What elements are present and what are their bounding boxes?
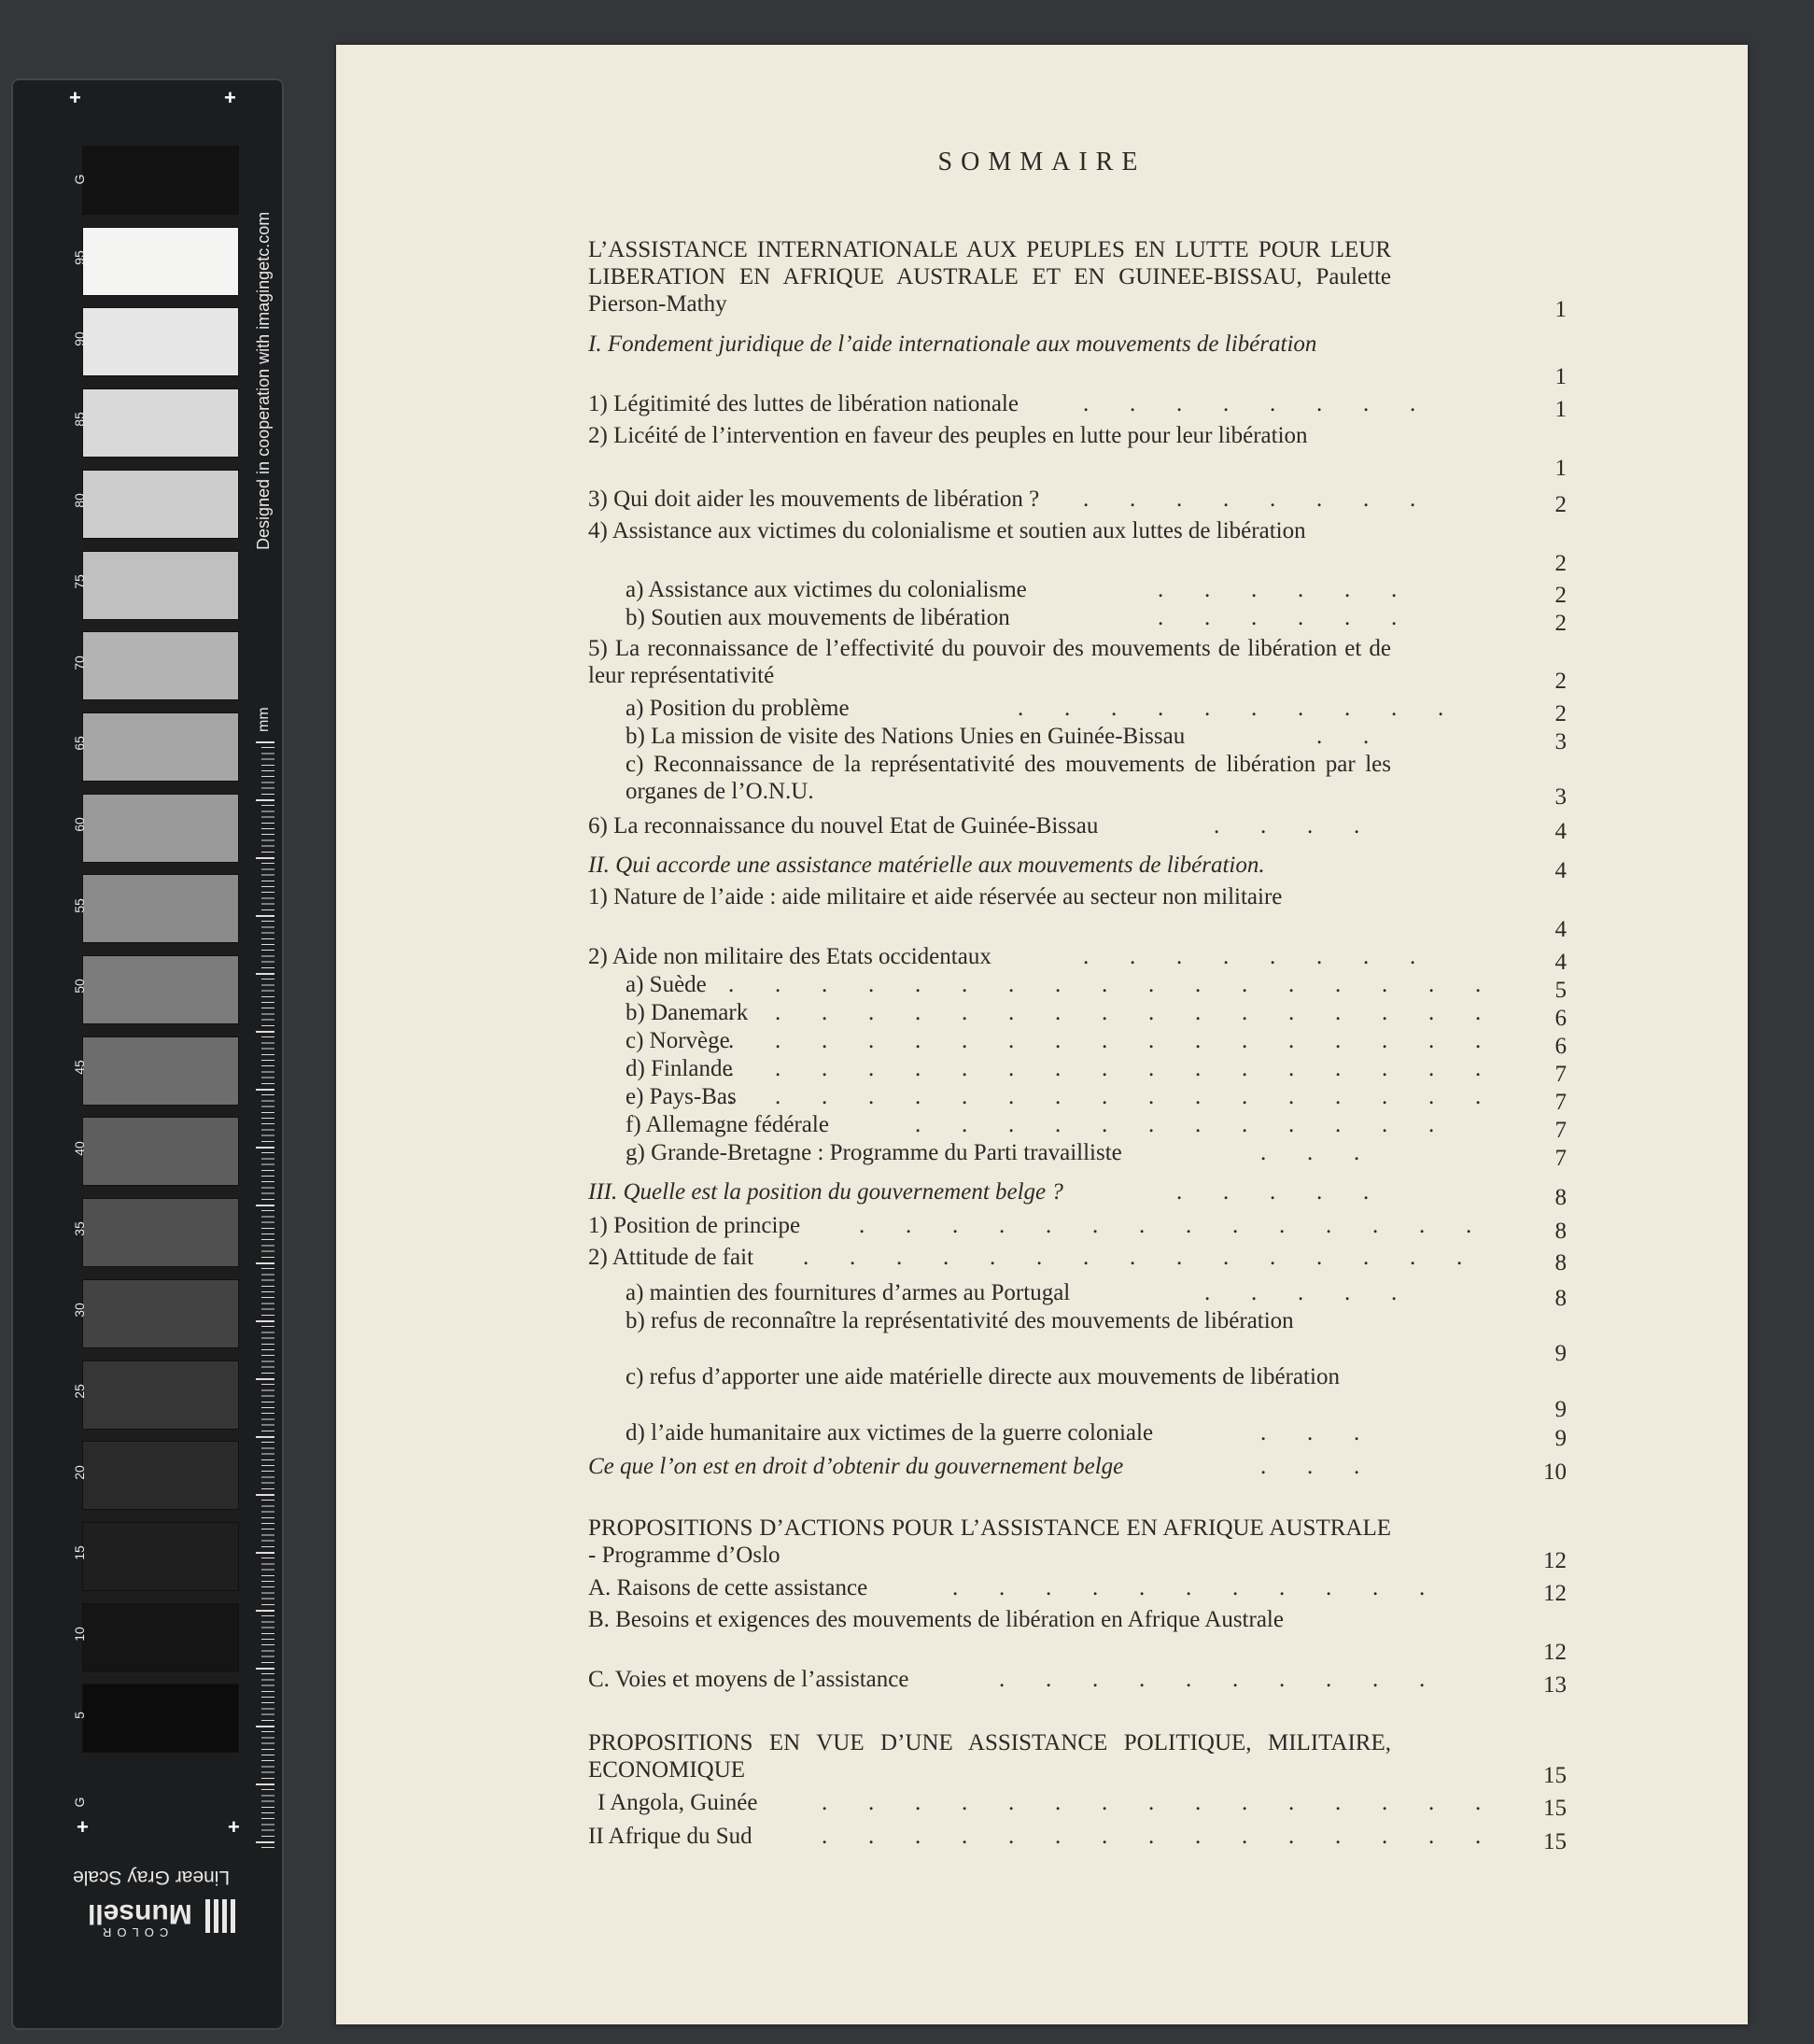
gray-patch [82,1603,239,1672]
toc-entry-page: 2 [1554,583,1567,608]
gray-patch [82,794,239,863]
toc-entry-label: I Angola, Guinée [598,1790,758,1815]
dot-leader: . . . . . . . . . . . [952,1575,1426,1600]
gray-patch [82,1441,239,1510]
toc-entry-label: f) Allemagne fédérale [626,1112,829,1137]
top-label: G [72,174,87,185]
toc-entry [336,635,1748,694]
toc-entry-label: B. Besoins et exigences des mouvements de libération en Afrique Australe [588,1607,1284,1632]
gray-scale-card [11,78,284,2030]
toc-entry [336,1111,1748,1143]
toc-entry-label: c) refus d’apporter une aide matérielle directe aux mouvements de libération [626,1364,1340,1389]
brand-name: Munsell [88,1898,192,1929]
toc-entry-page: 8 [1554,1250,1567,1276]
scale-number: 70 [72,655,87,670]
toc-entry [336,1027,1748,1059]
toc-entry-label: 6) La reconnaissance du nouvel Etat de Guinée-Bissau [588,813,1099,839]
toc-entry-page: 6 [1554,1006,1567,1031]
gray-patch [82,146,239,215]
toc-entry [336,390,1748,422]
toc-entry-page: 13 [1543,1672,1567,1698]
dot-leader: . . . . . . . . . . . . . . . . . [728,1056,1482,1081]
toc-entry [336,723,1748,754]
scale-number: 75 [72,574,87,589]
toc-entry [336,943,1748,975]
toc-entry [336,999,1748,1031]
toc-entry [336,751,1748,810]
toc-entry-label: 1) Nature de l’aide : aide militaire et aide réservée au secteur non militaire [588,884,1283,909]
toc-entry-page: 9 [1554,1341,1567,1366]
gray-patch [82,307,239,376]
toc-entry-page: 2 [1554,551,1567,576]
toc-entry [336,1279,1748,1311]
toc-entry-label: g) Grande-Bretagne : Programme du Parti travailliste [626,1140,1122,1165]
scale-number: 30 [72,1303,87,1318]
scale-number: 85 [72,412,87,428]
toc-entry-label: 2) Attitude de fait [588,1245,754,1270]
toc-entry-page: 15 [1543,1763,1567,1788]
dot-leader: . . . [1260,1420,1360,1445]
toc-entry-page: 6 [1554,1034,1567,1059]
toc-entry [336,812,1748,844]
toc-entry-page: 12 [1543,1640,1567,1665]
toc-entry-page: 2 [1554,492,1567,517]
toc-heading: SOMMAIRE [937,148,1146,176]
toc-entry [336,604,1748,636]
munsell-logo-icon [202,1899,235,1933]
toc-entry [336,1307,1748,1366]
scale-number: 40 [72,1140,87,1156]
dot-leader: . . . . . . . . . . . . . . . [822,1790,1482,1815]
dot-leader: . . . . . . . . [1083,391,1416,416]
scale-number: 60 [72,817,87,832]
toc-entry-label: b) refus de reconnaître la représentativité des mouvements de libération [626,1308,1294,1333]
toc-entry [336,1453,1748,1485]
dot-leader: . . . . . . . . . . . . . . . . . [728,972,1482,997]
unit-label: mm [256,707,272,732]
toc-entry-page: 4 [1554,917,1567,942]
toc-entry [336,236,1748,322]
toc-entry-page: 3 [1554,729,1567,754]
toc-entry-page: 4 [1554,858,1567,883]
gray-patch [82,1360,239,1430]
toc-entry-label: 1) Légitimité des luttes de libération nationale [588,391,1019,416]
toc-entry [336,331,1748,389]
scale-number: 5 [72,1711,87,1719]
toc-entry-page: 10 [1543,1459,1567,1485]
dot-leader: . . . . . . . . . . . . . . . . . [728,1084,1482,1109]
dot-leader: . . . . . . . . . . [999,1667,1426,1692]
toc-entry-label: d) l’aide humanitaire aux victimes de la guerre coloniale [626,1420,1154,1445]
toc-entry-page: 15 [1543,1796,1567,1821]
gray-patch [82,1684,239,1753]
scale-number: 55 [72,897,87,913]
toc-entry-page: 2 [1554,611,1567,636]
scale-number: 50 [72,979,87,994]
toc-entry-label: L’ASSISTANCE INTERNATIONALE AUX PEUPLES EN LUTTE POUR LEUR LIBERATION EN AFRIQUE AUSTRALE ET EN GUINEE-BISSAU, Paulette Pierson-Mathy [588,237,1391,317]
toc-entry-label: c) Norvège [626,1028,730,1053]
gray-patch [82,470,239,539]
toc-entry-page: 2 [1554,669,1567,694]
toc-entry-page: 9 [1554,1426,1567,1451]
toc-entry-page: 9 [1554,1397,1567,1422]
scale-number: 65 [72,736,87,751]
toc-entry-page: 7 [1554,1090,1567,1115]
toc-entry [336,1515,1748,1573]
toc-entry-label: b) Danemark [626,1000,749,1025]
crosshair-icon: + [224,86,236,109]
gray-patch [82,1198,239,1267]
toc-entry [336,1666,1748,1698]
toc-entry [336,422,1748,481]
gray-patch [82,227,239,296]
toc-entry-label: II. Qui accorde une assistance matérielle aux mouvements de libération. [588,853,1265,878]
toc-entry-label: a) Suède [626,972,707,997]
dot-leader: . . . . . . . . . . . . . . . [822,1824,1482,1849]
scale-number: 35 [72,1221,87,1237]
gray-patch [82,551,239,620]
toc-entry [336,1083,1748,1115]
dot-leader: . . . . . . . . . . . . . . . [803,1245,1463,1270]
crosshair-icon: + [69,86,81,109]
toc-entry [336,576,1748,608]
toc-entry-label: b) La mission de visite des Nations Unies en Guinée-Bissau [626,724,1186,749]
toc-entry-page: 8 [1554,1286,1567,1311]
dot-leader: . . [1316,724,1370,749]
toc-entry-page: 2 [1554,701,1567,726]
gray-patch [82,631,239,700]
toc-entry-label: e) Pays-Bas [626,1084,737,1109]
toc-entry-page: 1 [1554,364,1567,389]
toc-entry [336,1823,1748,1854]
card-title: Linear Gray Scale [73,1867,231,1888]
toc-entry-label: 5) La reconnaissance de l’effectivité du pouvoir des mouvements de libération et de leur représentativité [588,636,1391,688]
gray-patch [82,874,239,943]
toc-entry-page: 7 [1554,1146,1567,1171]
toc-entry-label: 4) Assistance aux victimes du colonialisme et soutien aux luttes de libération [588,518,1306,543]
bottom-label: G [72,1797,87,1808]
scale-number: 15 [72,1545,87,1560]
scale-number: 10 [72,1627,87,1642]
toc-entry-label: I. Fondement juridique de l’aide internationale aux mouvements de libération [588,331,1317,357]
toc-entry-page: 8 [1554,1219,1567,1244]
toc-entry-label: 3) Qui doit aider les mouvements de libération ? [588,486,1040,512]
gray-patch [82,1117,239,1186]
scale-number: 25 [72,1384,87,1399]
toc-entry [336,1574,1748,1606]
toc-entry [336,1139,1748,1171]
toc-entry-page: 12 [1543,1548,1567,1573]
toc-entry-label: II Afrique du Sud [588,1824,752,1849]
dot-leader: . . . [1260,1140,1360,1165]
scale-number: 45 [72,1060,87,1075]
mm-ruler-major [256,741,274,1853]
toc-entry [336,1363,1748,1422]
toc-entry [336,1244,1748,1276]
toc-entry-page: 12 [1543,1581,1567,1606]
gray-patch [82,1522,239,1591]
toc-entry [336,852,1748,883]
dot-leader: . . . . . . . . . . . . . . . . . [728,1000,1482,1025]
dot-leader: . . . . . . [1158,605,1398,630]
toc-entry-label: 2) Licéité de l’intervention en faveur des peuples en lutte pour leur libération [588,423,1308,448]
gray-patch [82,388,239,458]
scale-number: 90 [72,331,87,346]
toc-entry [336,1419,1748,1451]
toc-entry-page: 3 [1554,784,1567,810]
toc-entry [336,1606,1748,1665]
toc-entry [336,1055,1748,1087]
toc-entry-label: Ce que l’on est en droit d’obtenir du gouvernement belge [588,1454,1124,1479]
toc-entry-label: a) maintien des fournitures d’armes au Portugal [626,1280,1071,1305]
scale-number: 20 [72,1464,87,1480]
toc-entry [336,517,1748,576]
toc-entry-page: 4 [1554,950,1567,975]
toc-entry [336,971,1748,1003]
gray-patch [82,712,239,782]
dot-leader: . . . . . . . . [1083,486,1416,512]
scale-number: 80 [72,493,87,508]
crosshair-icon: + [77,1815,89,1839]
dot-leader: . . . . . . . . . . [1018,696,1444,721]
dot-leader: . . . . . . . . . . . . . . [859,1213,1472,1238]
gray-patch [82,1279,239,1348]
toc-entry [336,486,1748,517]
toc-entry-label: 2) Aide non militaire des Etats occidentaux [588,944,991,969]
dot-leader: . . . . [1214,813,1360,839]
toc-entry [336,1789,1748,1821]
crosshair-icon: + [228,1815,240,1839]
dot-leader: . . . . . . . . . . . . [915,1112,1435,1137]
toc-entry [336,883,1748,942]
toc-entry-page: 7 [1554,1062,1567,1087]
toc-entry-label: A. Raisons de cette assistance [588,1575,868,1600]
dot-leader: . . . . . . [1158,577,1398,602]
toc-entry-label: PROPOSITIONS D’ACTIONS POUR L’ASSISTANCE EN AFRIQUE AUSTRALE - Programme d’Oslo [588,1515,1391,1568]
toc-entry-page: 1 [1554,397,1567,422]
dot-leader: . . . [1260,1454,1360,1479]
toc-entry-label: C. Voies et moyens de l’assistance [588,1667,909,1692]
toc-entry [336,695,1748,726]
toc-entry [336,1212,1748,1244]
brand-sub: COLOR [97,1925,169,1939]
toc-entry-label: 1) Position de principe [588,1213,801,1238]
dot-leader: . . . . . . . . . . . . . . . . . [728,1028,1482,1053]
toc-entry-page: 7 [1554,1118,1567,1143]
table-of-contents [336,45,1748,2024]
toc-entry-label: b) Soutien aux mouvements de libération [626,605,1010,630]
dot-leader: . . . . . [1176,1179,1370,1205]
dot-leader: . . . . . [1204,1280,1398,1305]
gray-patch [82,955,239,1024]
toc-entry-label: III. Quelle est la position du gouvernement belge ? [588,1179,1063,1205]
document-page [336,45,1748,2024]
toc-entry-label: a) Assistance aux victimes du colonialisme [626,577,1027,602]
scale-number: 95 [72,250,87,265]
dot-leader: . . . . . . . . [1083,944,1416,969]
toc-entry-page: 15 [1543,1829,1567,1854]
toc-entry-page: 8 [1554,1185,1567,1210]
toc-entry-label: a) Position du problème [626,696,850,721]
toc-entry-page: 1 [1554,456,1567,481]
gray-patch [82,1036,239,1106]
toc-entry-label: d) Finlande [626,1056,733,1081]
toc-entry-label: PROPOSITIONS EN VUE D’UNE ASSISTANCE POLITIQUE, MILITAIRE, ECONOMIQUE [588,1730,1391,1783]
toc-entry-label: c) Reconnaissance de la représentativité des mouvements de libération par les organes de l’O.N.U. [626,752,1391,804]
credit-text: Designed in cooperation with imagingetc.com [254,211,273,550]
toc-entry [336,1729,1748,1788]
toc-entry [336,1178,1748,1210]
toc-entry-page: 4 [1554,819,1567,844]
toc-entry-page: 1 [1554,297,1567,322]
toc-entry-page: 5 [1554,978,1567,1003]
